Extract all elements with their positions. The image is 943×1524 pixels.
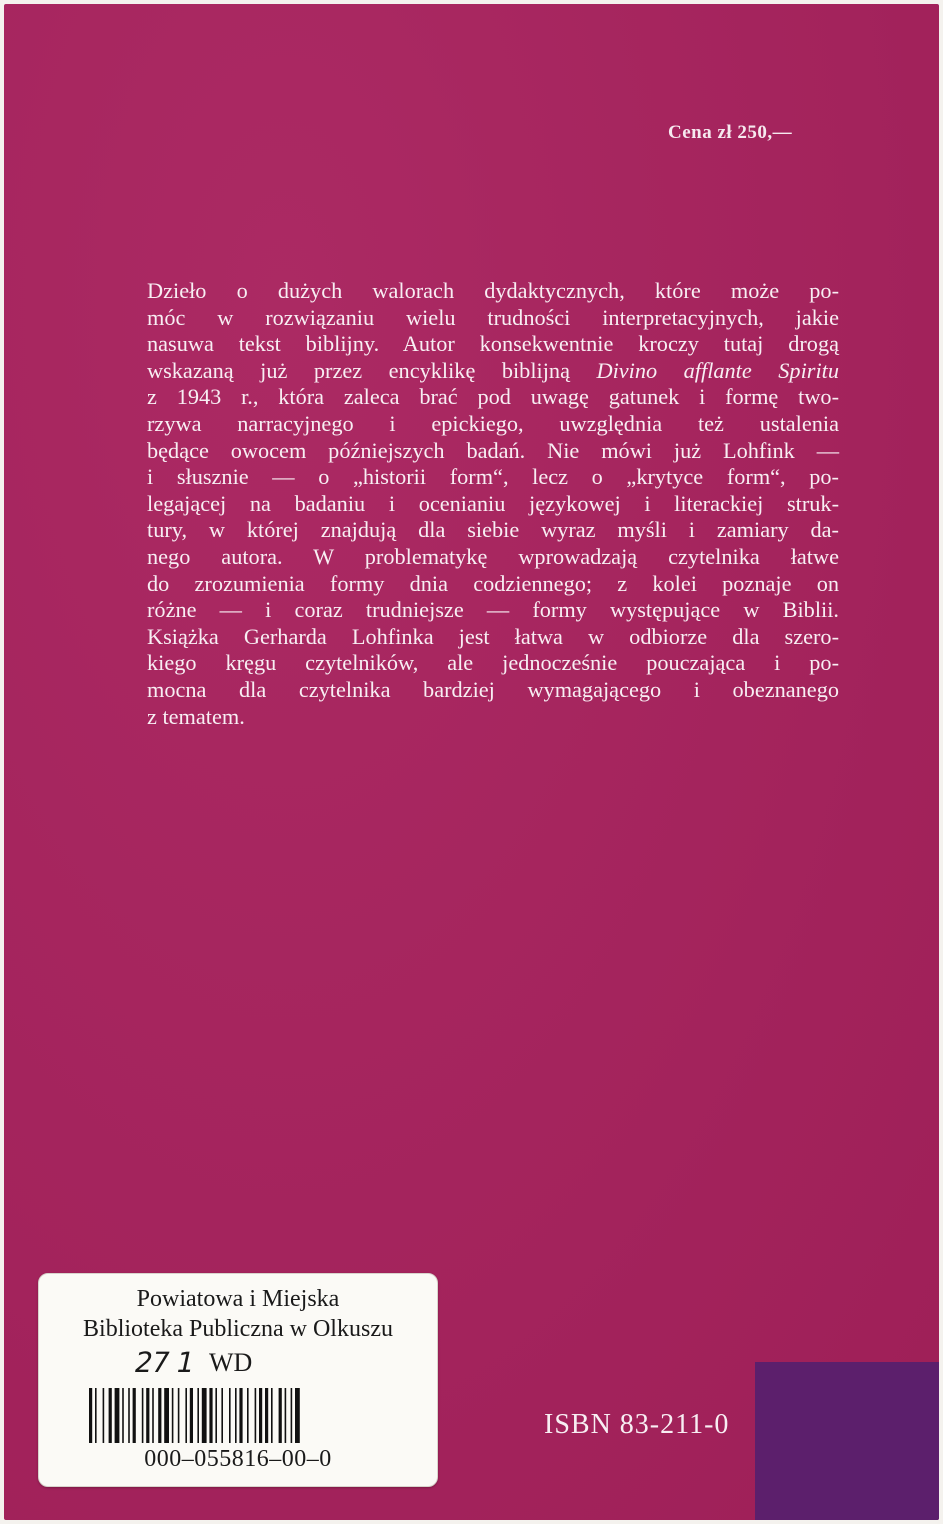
barcode-bar [247, 1388, 249, 1443]
blurb-line-part: wskazaną już przez encyklikę biblijną [147, 357, 597, 383]
barcode-bar [103, 1388, 105, 1443]
library-sticker [38, 1273, 438, 1487]
barcode-bar [259, 1388, 262, 1443]
barcode-bar [285, 1388, 287, 1443]
blurb-line: nego autora. W problematykę wprowadzają czytelnika łatwe [147, 543, 839, 569]
barcode-bar [255, 1388, 257, 1443]
blurb-line: różne — i coraz trudniejsze — formy występujące w Biblii. [147, 597, 839, 623]
blurb-line-with-title [147, 358, 839, 385]
barcode-bar [115, 1388, 120, 1443]
barcode-bar [265, 1388, 268, 1443]
blurb-line: będące owocem późniejszych badań. Nie mówi już Lohfink — [147, 437, 839, 463]
barcode-bar [185, 1388, 187, 1443]
barcode-bar [164, 1388, 169, 1443]
barcode-bar [89, 1388, 92, 1443]
blurb-line: z tematem. [147, 703, 245, 729]
barcode [89, 1388, 389, 1443]
barcode-bar [221, 1388, 223, 1443]
blurb-line: Dzieło o dużych walorach dydaktycznych, które może po- [147, 278, 839, 303]
encyclical-title: Divino afflante Spiritu [596, 357, 839, 383]
barcode-bar [95, 1388, 97, 1443]
blurb-line: mocna dla czytelnika bardziej wymagającego i obeznanego [147, 676, 839, 702]
barcode-bar [172, 1388, 174, 1443]
barcode-bar [271, 1388, 273, 1443]
barcode-bar [291, 1388, 293, 1443]
blurb-line: nasuwa tekst biblijny. Autor konsekwentnie kroczy tutaj drogą [147, 331, 839, 357]
library-name-line2: Biblioteka Publiczna w Olkuszu [83, 1316, 393, 1342]
blurb-line: móc w rozwiązaniu wielu trudności interpretacyjnych, jakie [147, 304, 839, 330]
barcode-bar [128, 1388, 130, 1443]
barcode-bar [152, 1388, 154, 1443]
barcode-bar [279, 1388, 282, 1443]
barcode-number: 000–055816–00–0 [144, 1446, 332, 1472]
isbn: ISBN 83-211-0 [544, 1409, 730, 1440]
purple-sticker-patch [755, 1362, 939, 1520]
barcode-bar [209, 1388, 212, 1443]
barcode-bar [133, 1388, 136, 1443]
barcode-bar [235, 1388, 237, 1443]
blurb-text [147, 278, 839, 730]
barcode-bar [122, 1388, 124, 1443]
blurb-line: rzywa narracyjnego i epickiego, uwzględnia też ustalenia [147, 410, 839, 436]
barcode-bar [215, 1388, 217, 1443]
library-name-line1: Powiatowa i Miejska [136, 1286, 340, 1312]
barcode-bar [178, 1388, 180, 1443]
blurb-line: tury, w której znajdują dla siebie wyraz myśli i zamiary da- [147, 517, 839, 543]
blurb-line: Książka Gerharda Lohfinka jest łatwa w odbiorze dla szero- [147, 623, 839, 649]
barcode-bar [158, 1388, 161, 1443]
handwritten-number: 27 1 [131, 1346, 197, 1379]
barcode-bar [202, 1388, 207, 1443]
blurb-line: do zrozumienia formy dnia codziennego; z kolei poznaje on [147, 570, 839, 596]
barcode-bar [146, 1388, 149, 1443]
blurb-line: i słusznie — o „historii form“, lecz o „krytyce form“, po- [147, 464, 839, 490]
barcode-bar [142, 1388, 144, 1443]
blurb-line: z 1943 r., która zaleca brać pod uwagę gatunek i formę two- [147, 384, 839, 410]
barcode-bar [229, 1388, 231, 1443]
collection-code: WD [209, 1348, 253, 1377]
blurb-line: kiego kręgu czytelników, ale jednocześnie pouczająca i po- [147, 650, 839, 676]
barcode-bar [190, 1388, 193, 1443]
price: Cena zł 250,— [668, 122, 793, 143]
barcode-bar [295, 1388, 300, 1443]
blurb-line: legającej na badaniu i ocenianiu językowej i literackiej struk- [147, 490, 839, 516]
barcode-bar [197, 1388, 199, 1443]
barcode-bar [109, 1388, 112, 1443]
barcode-bar [239, 1388, 242, 1443]
